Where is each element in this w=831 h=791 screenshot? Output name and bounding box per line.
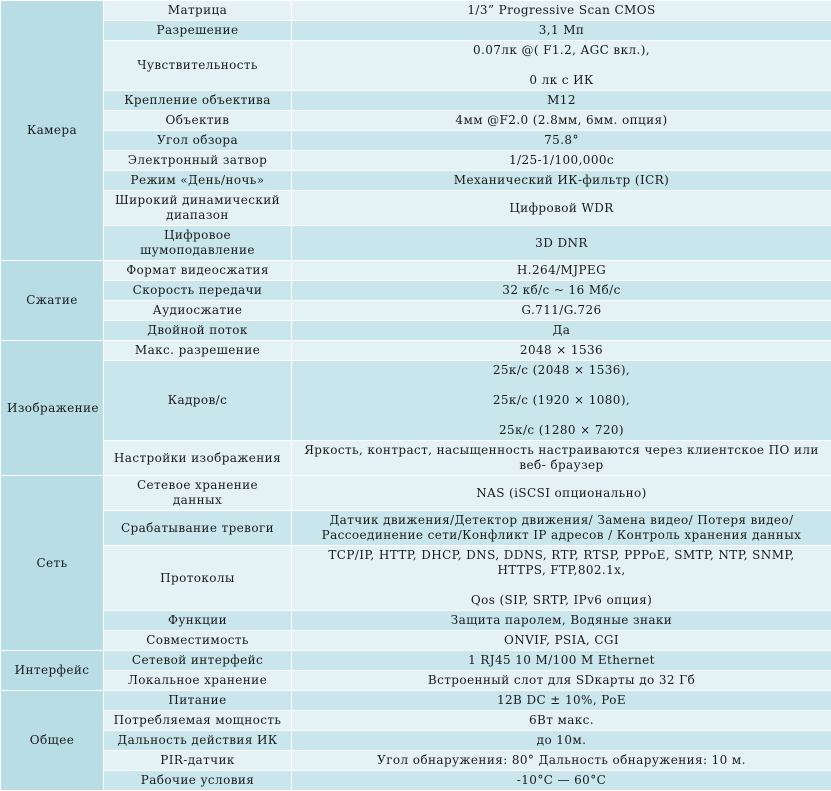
param-name (104, 226, 292, 261)
param-name-line: Локальное хранение (110, 673, 285, 688)
param-value-line: Qos (SIP, SRTP, IPv6 опция) (298, 593, 825, 608)
param-name-line: Сетевое хранение (110, 478, 285, 493)
param-value (292, 651, 831, 671)
param-value (292, 771, 831, 791)
param-name-line: Скорость передачи (110, 283, 285, 298)
param-name-line: Питание (110, 693, 285, 708)
spec-row (1, 191, 831, 226)
param-value-line (298, 378, 825, 393)
param-value (292, 611, 831, 631)
param-value-line: 1 RJ45 10 M/100 M Ethernet (298, 653, 825, 668)
param-value-line: Да (298, 323, 825, 338)
param-name-line: диапазон (110, 208, 285, 223)
param-value-line: Датчик движения/Детектор движения/ Замена видео/ Потеря видео/ (298, 513, 825, 528)
param-name-line: Широкий динамический (110, 193, 285, 208)
param-value-line: 75.8° (298, 133, 825, 148)
param-name (104, 361, 292, 441)
param-name (104, 191, 292, 226)
param-name-line: Рабочие условия (110, 773, 285, 788)
spec-row (1, 21, 831, 41)
param-value-line: 25к/с (2048 × 1536), (298, 363, 825, 378)
param-name-line: Крепление объектива (110, 93, 285, 108)
param-name (104, 131, 292, 151)
spec-row (1, 111, 831, 131)
param-value (292, 476, 831, 511)
param-name-line: Совместимость (110, 633, 285, 648)
param-value (292, 731, 831, 751)
param-value-line (298, 408, 825, 423)
param-value (292, 281, 831, 301)
spec-row (1, 341, 831, 361)
param-value-line: 2048 × 1536 (298, 343, 825, 358)
param-name-line: Аудиосжатие (110, 303, 285, 318)
spec-row (1, 171, 831, 191)
param-name (104, 301, 292, 321)
param-name-line: Дальность действия ИК (110, 733, 285, 748)
spec-row (1, 281, 831, 301)
param-value-line: H.264/MJPEG (298, 263, 825, 278)
param-name (104, 1, 292, 21)
param-value (292, 91, 831, 111)
param-name (104, 631, 292, 651)
param-name (104, 151, 292, 171)
param-value (292, 301, 831, 321)
param-name-line: Потребляемая мощность (110, 713, 285, 728)
param-name-line: Двойной поток (110, 323, 285, 338)
param-value (292, 546, 831, 611)
group-label: Камера (1, 1, 104, 261)
param-value-line: NAS (iSCSI опционально) (298, 486, 825, 501)
group-label: Сеть (1, 476, 104, 651)
spec-row (1, 226, 831, 261)
param-name-line: Объектив (110, 113, 285, 128)
param-name-line: Формат видеосжатия (110, 263, 285, 278)
param-value-line (298, 578, 825, 593)
param-name (104, 441, 292, 476)
group-label: Сжатие (1, 261, 104, 341)
param-name-line: данных (110, 493, 285, 508)
param-value-line (298, 58, 825, 73)
param-name-line: шумоподавление (110, 243, 285, 258)
param-name (104, 671, 292, 691)
spec-row (1, 611, 831, 631)
param-value-line: HTTPS, FTP,802.1x, (298, 563, 825, 578)
param-name-line: Срабатывание тревоги (110, 521, 285, 536)
param-value-line: 3,1 Мп (298, 23, 825, 38)
param-name (104, 511, 292, 546)
param-value (292, 361, 831, 441)
param-value (292, 1, 831, 21)
param-value (292, 341, 831, 361)
param-value-line: 6Вт макс. (298, 713, 825, 728)
param-value-line: 0.07лк @( F1.2, AGC вкл.), (298, 43, 825, 58)
param-value-line: G.711/G.726 (298, 303, 825, 318)
param-name (104, 651, 292, 671)
param-value-line: Встроенный слот для SDкарты до 32 Гб (298, 673, 825, 688)
param-name (104, 321, 292, 341)
param-name (104, 111, 292, 131)
param-value (292, 171, 831, 191)
param-name-line: Угол обзора (110, 133, 285, 148)
param-name-line: Электронный затвор (110, 153, 285, 168)
param-value-line: 1/3” Progressive Scan CMOS (298, 3, 825, 18)
spec-row (1, 301, 831, 321)
param-name (104, 711, 292, 731)
param-value (292, 711, 831, 731)
spec-row (1, 441, 831, 476)
param-name-line: Чувствительность (110, 58, 285, 73)
param-name-line: Кадров/с (110, 393, 285, 408)
param-name-line: PIR-датчик (110, 753, 285, 768)
param-name (104, 21, 292, 41)
param-name (104, 691, 292, 711)
spec-row (1, 131, 831, 151)
param-name-line: Разрешение (110, 23, 285, 38)
param-name-line: Сетевой интерфейс (110, 653, 285, 668)
spec-row (1, 751, 831, 771)
param-value (292, 131, 831, 151)
param-name-line: Матрица (110, 3, 285, 18)
param-value (292, 321, 831, 341)
spec-row (1, 91, 831, 111)
param-name (104, 771, 292, 791)
spec-row (1, 321, 831, 341)
param-value-line: M12 (298, 93, 825, 108)
spec-row (1, 731, 831, 751)
param-name (104, 281, 292, 301)
param-value-line: 3D DNR (298, 236, 825, 251)
group-label: Общее (1, 691, 104, 791)
param-name (104, 261, 292, 281)
param-value-line: 4мм @F2.0 (2.8мм, 6мм. опция) (298, 113, 825, 128)
param-value (292, 691, 831, 711)
spec-row (1, 261, 831, 281)
param-value-line: до 10м. (298, 733, 825, 748)
spec-row (1, 361, 831, 441)
param-name (104, 341, 292, 361)
param-name (104, 41, 292, 91)
param-name (104, 91, 292, 111)
spec-row (1, 511, 831, 546)
param-value-line: 25к/с (1920 × 1080), (298, 393, 825, 408)
param-value-line: TCP/IP, HTTP, DHCP, DNS, DDNS, RTP, RTSP, PPPoE, SMTP, NTP, SNMP, (298, 548, 825, 563)
param-name (104, 751, 292, 771)
param-value-line: Механический ИК-фильтр (ICR) (298, 173, 825, 188)
param-value (292, 671, 831, 691)
param-value (292, 751, 831, 771)
param-value-line: веб- браузер (298, 458, 825, 473)
spec-row (1, 671, 831, 691)
param-value-line: -10°C — 60°C (298, 773, 825, 788)
param-name-line: Режим «День/ночь» (110, 173, 285, 188)
param-value (292, 41, 831, 91)
param-value-line: Защита паролем, Водяные знаки (298, 613, 825, 628)
param-name (104, 171, 292, 191)
param-value-line: Яркость, контраст, насыщенность настраиваются через клиентское ПО или (298, 443, 825, 458)
spec-row (1, 771, 831, 791)
spec-table-body (1, 1, 831, 791)
param-name-line: Функции (110, 613, 285, 628)
param-value-line: 32 кб/с ~ 16 Мб/с (298, 283, 825, 298)
param-name-line: Цифровое (110, 228, 285, 243)
group-label: Изображение (1, 341, 104, 476)
param-value (292, 21, 831, 41)
param-value (292, 441, 831, 476)
param-value-line: 12В DC ± 10%, PoE (298, 693, 825, 708)
param-value-line: 25к/с (1280 × 720) (298, 423, 825, 438)
param-value-line: ONVIF, PSIA, CGI (298, 633, 825, 648)
param-name (104, 546, 292, 611)
param-name-line: Макс. разрешение (110, 343, 285, 358)
param-name (104, 611, 292, 631)
param-value-line: 0 лк с ИК (298, 73, 825, 88)
spec-row (1, 546, 831, 611)
spec-row (1, 476, 831, 511)
spec-row (1, 631, 831, 651)
param-value-line: Цифровой WDR (298, 201, 825, 216)
param-value (292, 191, 831, 226)
param-value (292, 631, 831, 651)
spec-row (1, 691, 831, 711)
spec-row (1, 1, 831, 21)
param-value (292, 261, 831, 281)
spec-row (1, 711, 831, 731)
param-value-line: Угол обнаружения: 80° Дальность обнаружения: 10 м. (298, 753, 825, 768)
spec-row (1, 151, 831, 171)
group-label: Интерфейс (1, 651, 104, 691)
spec-row (1, 651, 831, 671)
param-value-line: Рассоединение сети/Конфликт IP адресов / Контроль хранения данных (298, 528, 825, 543)
param-name-line: Протоколы (110, 571, 285, 586)
param-value (292, 511, 831, 546)
param-name-line: Настройки изображения (110, 451, 285, 466)
spec-row (1, 41, 831, 91)
param-value (292, 226, 831, 261)
param-value-line: 1/25-1/100,000с (298, 153, 825, 168)
param-name (104, 476, 292, 511)
param-value (292, 111, 831, 131)
param-name (104, 731, 292, 751)
param-value (292, 151, 831, 171)
